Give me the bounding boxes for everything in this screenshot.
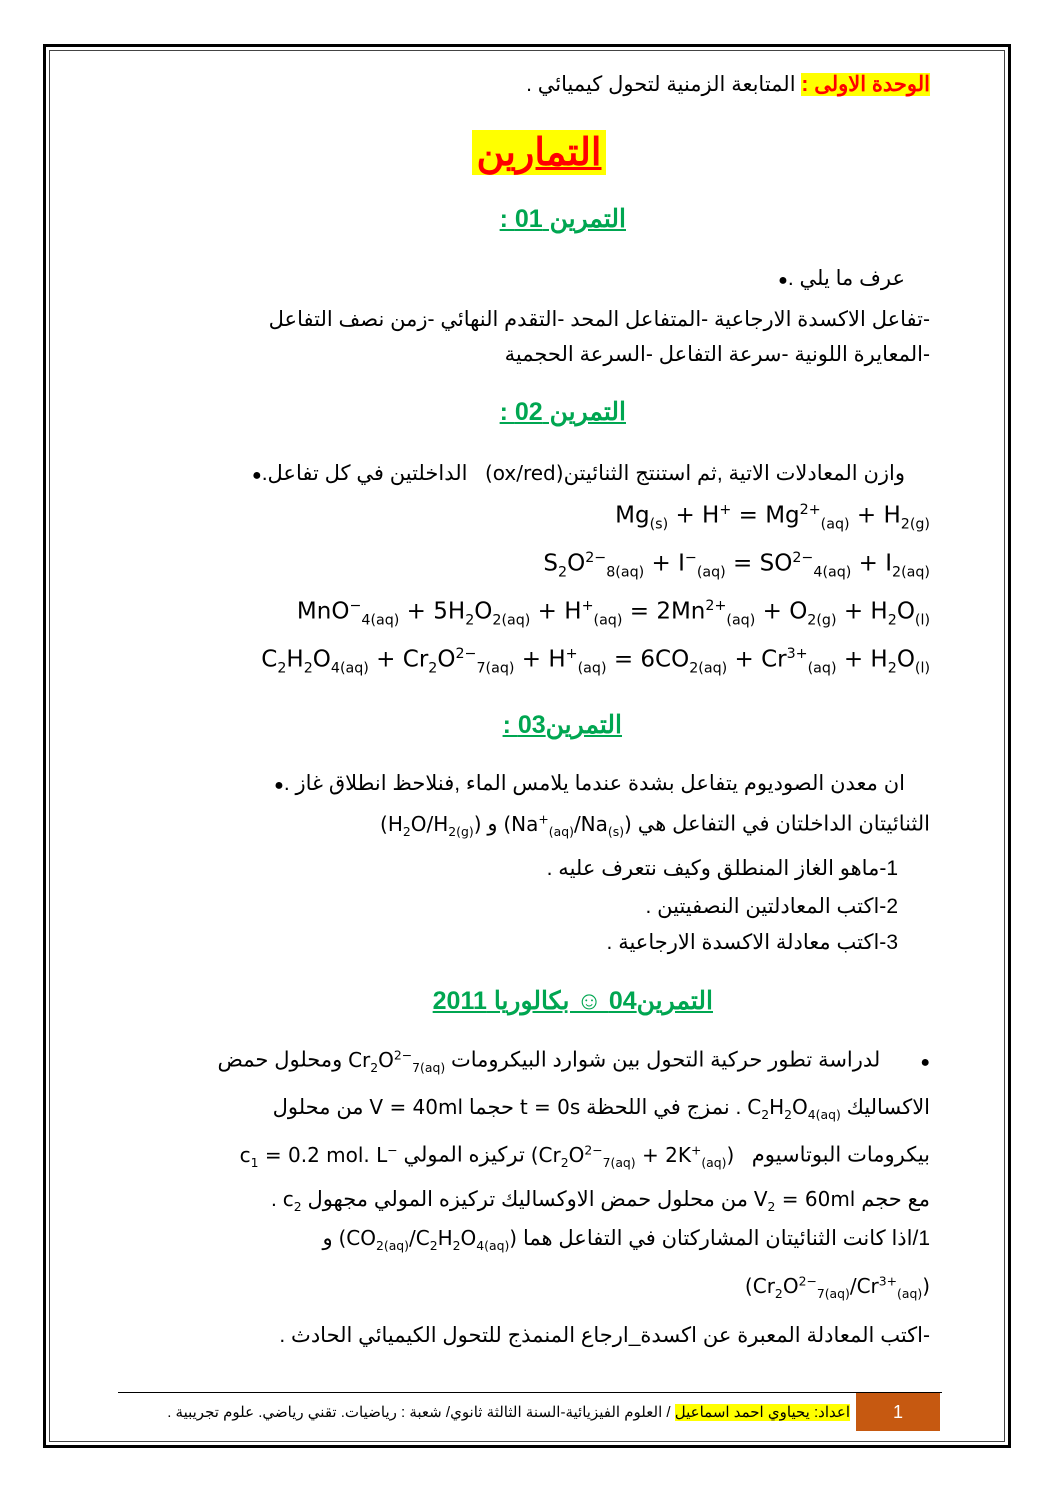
footer-text: اعداد: يحياوي احمد اسماعيل / العلوم الفيزيائية-السنة الثالثة ثانوي/ شعبة : رياضيات. تقني رياضي. علوم تجريبية .: [167, 1404, 850, 1421]
ex2-heading: التمرين 02 :: [499, 398, 626, 426]
ex4-line4: مع حجم $V_2 = 60ml$ من محلول حمض الاوكساليك تركيزه المولي مجهول $c_2$ .: [271, 1187, 930, 1214]
ex4-heading: التمرين04 ☺ بكالوريا 2011: [432, 987, 713, 1015]
ex4-line6: $(Cr_2O^{2-}_{7(aq)}/Cr^{3+}_{(aq)})$: [744, 1273, 930, 1301]
page-number: 1: [856, 1393, 940, 1431]
equation-4: $C_2H_2O_{4(aq)} + Cr_2O^{2-}_{7(aq)} + H^+_{(aq)} = 6CO_{2(aq)} + Cr^{3+}_{(aq)} + H_2O_{(l)}$: [261, 646, 930, 677]
bullet-icon: ●: [252, 467, 262, 484]
page-title-wrap: [10, 130, 1058, 175]
equation-2: $S_2O^{2-}_{8(aq)} + I^-_{(aq)} = SO^{2-}_{4(aq)} + I_{2(aq)}$: [543, 550, 930, 581]
footer-author: اعداد: يحياوي احمد اسماعيل: [674, 1404, 850, 1421]
ex4-line7: -اكتب المعادلة المعبرة عن اكسدة_ارجاع المنمذج للتحول الكيميائي الحادث .: [279, 1324, 930, 1347]
ex3-couples: الثنائيتان الداخلتان في التفاعل هي $(Na^+_{(aq)}/Na_{(s)})$ و $(H_2O/H_{2(g)})$: [380, 811, 930, 839]
ex4-line2: الاكساليك $C_2H_2O_{4(aq)}$ . نمزج في اللحظة t = 0s حجما V = 40ml من محلول: [272, 1095, 930, 1122]
ex1-bullet: عرف ما يلي .●: [760, 267, 905, 290]
ex2-bullet: وازن المعادلات الاتية ,ثم استنتج الثنائيتن(ox/red) الداخلتين في كل تفاعل.●: [234, 462, 905, 485]
unit-title: المتابعة الزمنية لتحول كيميائي .: [526, 73, 796, 96]
ex3-q1: 1-ماهو الغاز المنطلق وكيف نتعرف عليه .: [546, 857, 898, 880]
equation-1: $Mg_{(s)} + H^+ = Mg^{2+}_{(aq)} + H_{2(g)}$: [615, 502, 930, 533]
bullet-icon: ●: [920, 1053, 930, 1071]
ex1-line1: -تفاعل الاكسدة الارجاعية -المتفاعل المحد -التقدم النهائي -زمن نصف التفاعل: [268, 308, 930, 331]
ex3-heading: التمرين03 :: [502, 711, 622, 739]
ex3-q3: 3-اكتب معادلة الاكسدة الارجاعية .: [606, 931, 898, 954]
ex4-line3: بيكرومات البوتاسيوم $(Cr_2O^{2-}_{7(aq)} + 2K^+_{(aq)})$ تركيزه المولي $c_1 = 0.2$ mol. L−: [239, 1142, 930, 1170]
ex4-line1: ●لدراسة تطور حركية التحول بين شوارد البيكرومات $Cr_2O^{2-}_{7(aq)}$ ومحلول حمض: [217, 1047, 930, 1075]
page-title: التمارين: [472, 130, 605, 175]
ex3-q2: 2-اكتب المعادلتين النصفيتين .: [645, 895, 898, 918]
ex4-line5: 1/اذا كانت الثنائيتان المشاركتان في التفاعل هما $(CO_{2(aq)}/C_2H_2O_{4(aq)})$ و: [322, 1226, 930, 1253]
footer: [167, 1393, 940, 1431]
unit-header: [526, 73, 930, 96]
ex3-bullet: ان معدن الصوديوم يتفاعل بشدة عندما يلامس الماء ,فنلاحظ انطلاق غاز .●: [256, 772, 905, 795]
unit-label: الوحدة الاولى :: [801, 73, 930, 96]
bullet-icon: ●: [274, 777, 284, 794]
ex1-line2: -المعايرة اللونية -سرعة التفاعل -السرعة الحجمية: [504, 343, 930, 366]
ex1-heading: التمرين 01 :: [499, 205, 626, 233]
equation-3: $MnO^-_{4(aq)} + 5H_2O_{2(aq)} + H^+_{(aq)} = 2Mn^{2+}_{(aq)} + O_{2(g)} + H_2O_{(l)}$: [296, 598, 930, 629]
bullet-icon: ●: [778, 272, 788, 289]
